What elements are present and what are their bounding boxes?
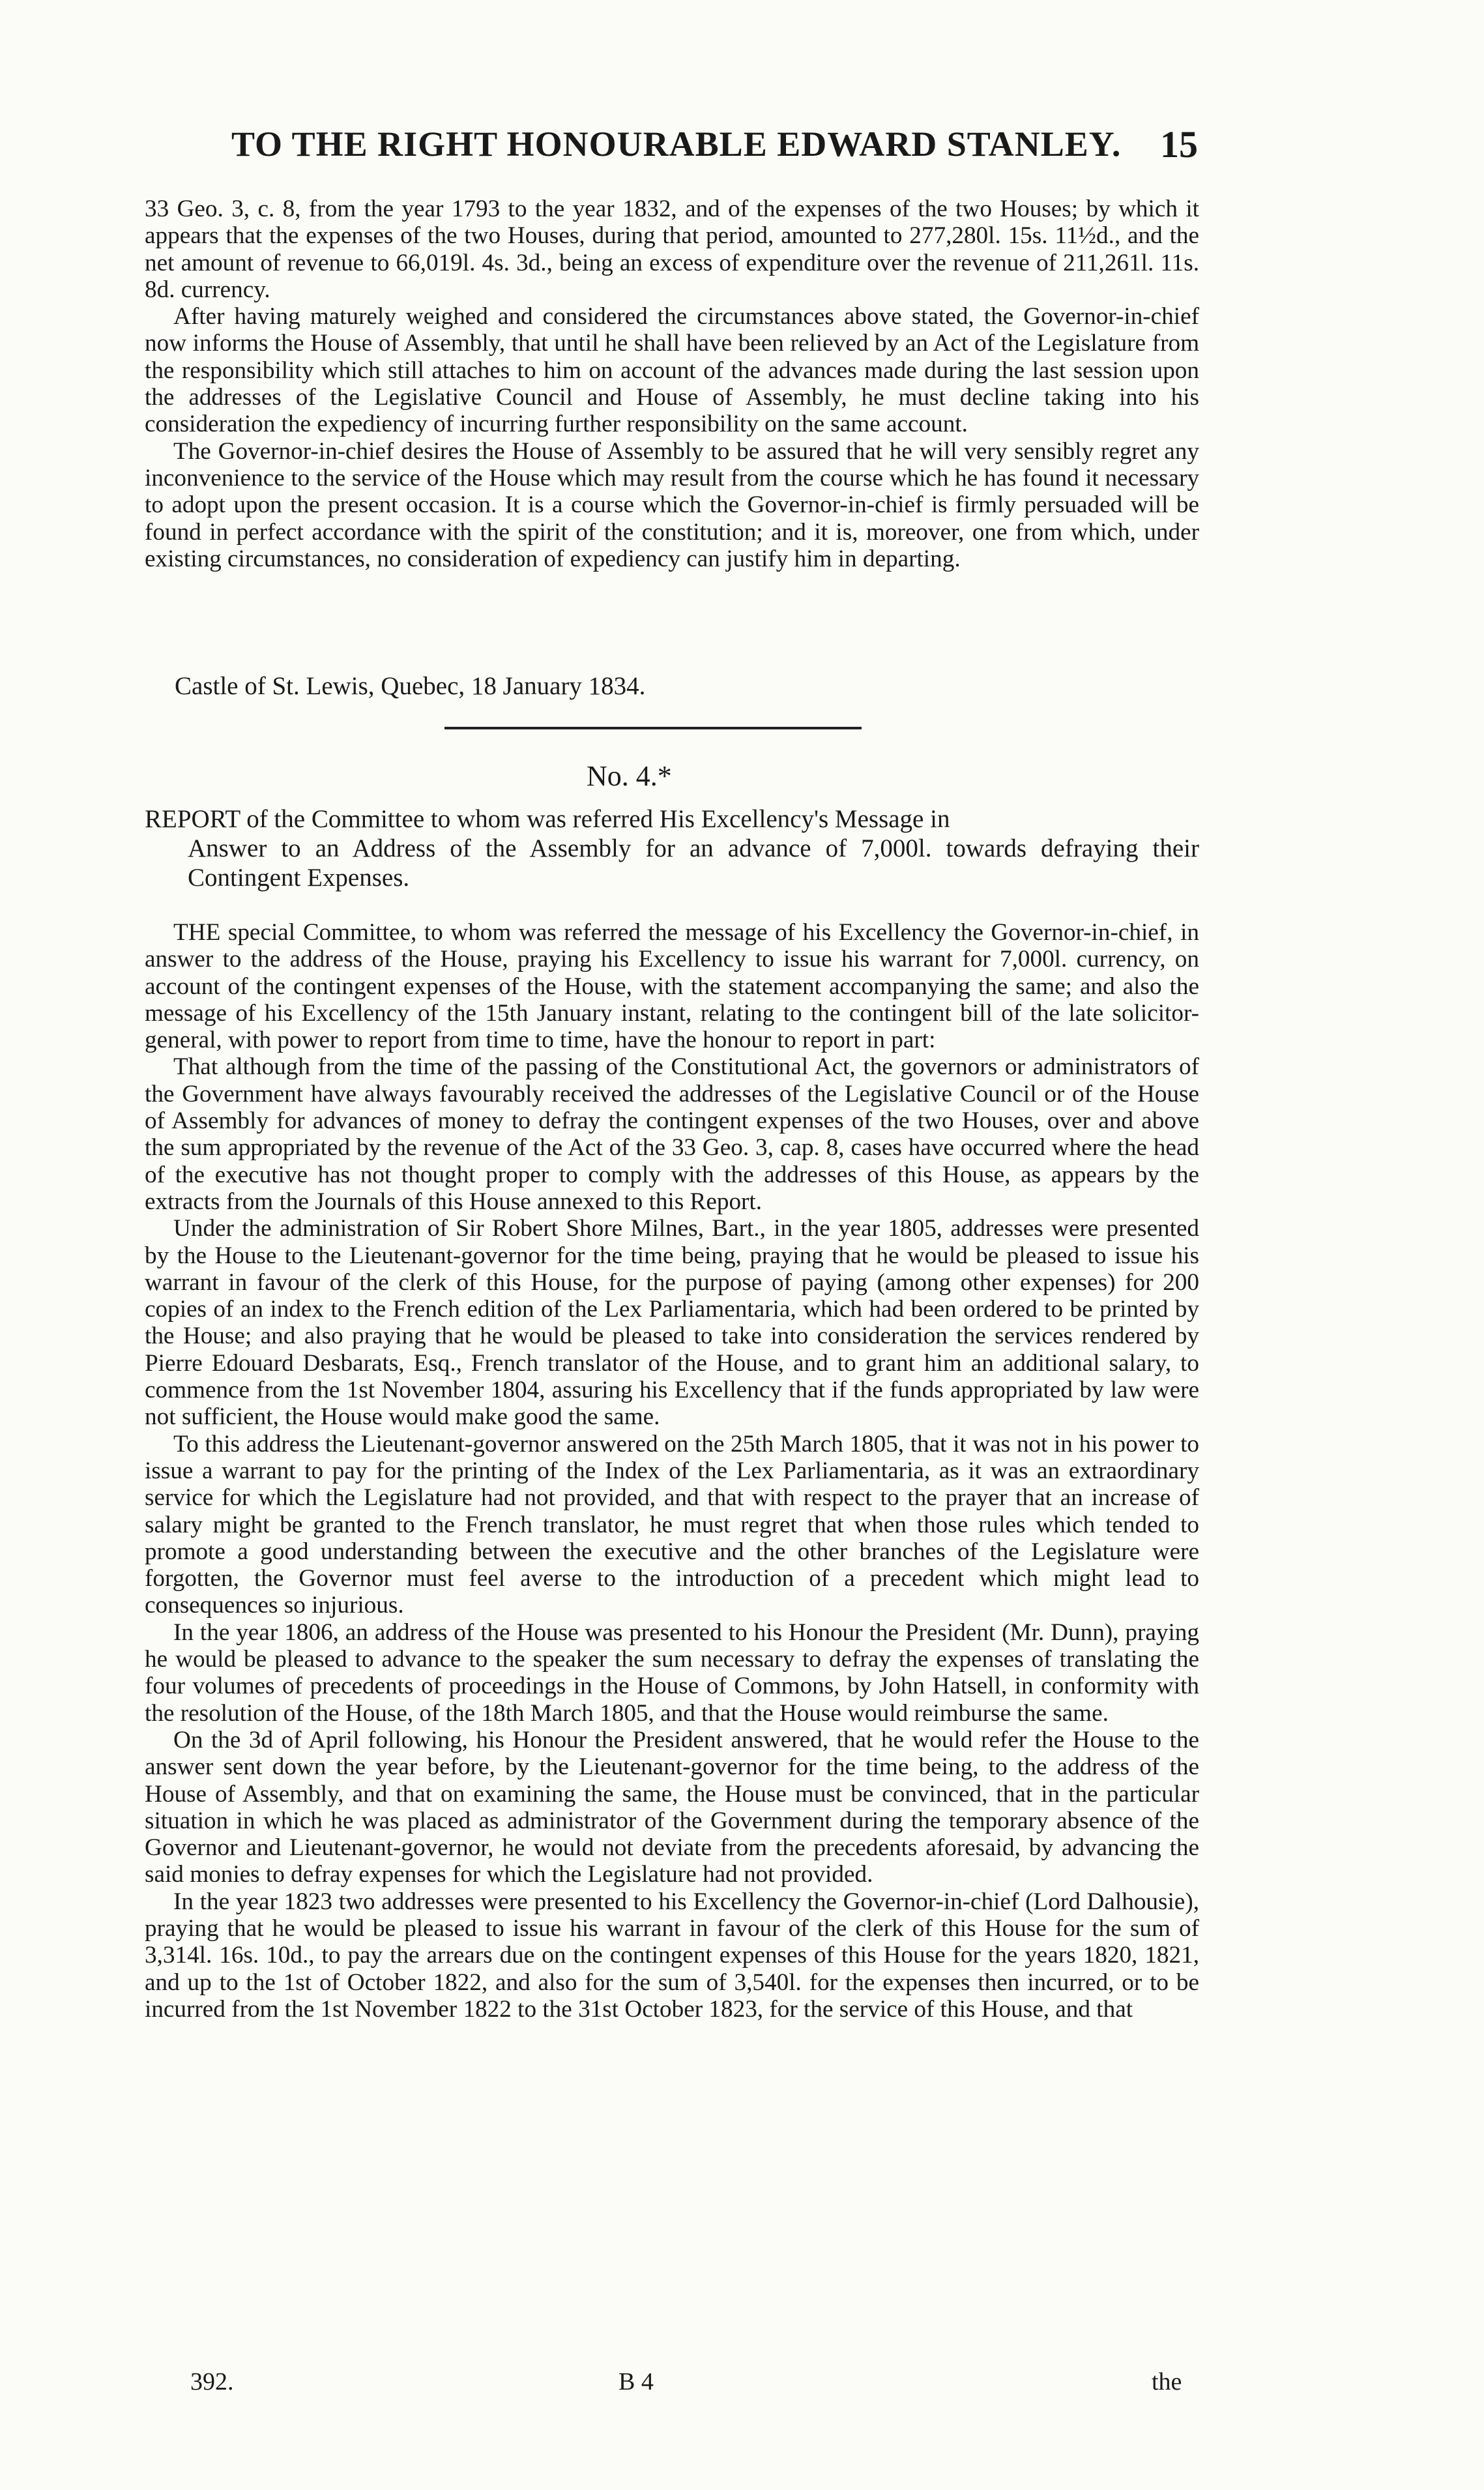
footer-number: 392. — [190, 2368, 234, 2395]
paragraph: THE special Committee, to whom was referred the message of his Excellency the Governor-in-chief, in answer to the address of the House, praying his Excellency to issue his warrant for 7,000l. currency, on account of the contingent expenses of the House, with the statement accompanying the same; and also the message of his Excellency of the 15th January instant, relating to the contingent bill of the late solicitor-general, with power to report from time to time, have the honour to report in part: — [145, 919, 1199, 1054]
paragraph: That although from the time of the passing of the Constitutional Act, the governors or administrators of the Government have always favourably received the addresses of the Legislative Council or of the House of Assembly for advances of money to defray the contingent expenses of the two Houses, over and above the sum appropriated by the revenue of the Act of the 33 Geo. 3, cap. 8, cases have occurred where the head of the executive has not thought proper to comply with the addresses of this House, as appears by the extracts from the Journals of this House annexed to this Report. — [145, 1053, 1199, 1215]
paragraph: In the year 1823 two addresses were presented to his Excellency the Governor-in-chief (Lord Dalhousie), praying that he would be pleased to issue his warrant in favour of the clerk of this House for the sum of 3,314l. 16s. 10d., to pay the arrears due on the contingent expenses of this House for the years 1820, 1821, and up to the 1st of October 1822, and also for the sum of 3,540l. for the expenses then incurred, or to be incurred from the 1st November 1822 to the 31st October 1823, for the service of this House, and that — [145, 1888, 1199, 2023]
running-header: TO THE RIGHT HONOURABLE EDWARD STANLEY. — [231, 124, 1122, 164]
report-heading-rest: Answer to an Address of the Assembly for an advance of 7,000l. towards defraying their Contingent Expenses. — [188, 834, 1199, 892]
report-body — [145, 919, 1199, 2023]
section-number: No. 4.* — [587, 760, 672, 792]
catchword: the — [1152, 2368, 1182, 2395]
report-heading — [145, 804, 1199, 892]
page-number: 15 — [1160, 123, 1198, 166]
paragraph: 33 Geo. 3, c. 8, from the year 1793 to the year 1832, and of the expenses of the two Houses; by which it appears that the expenses of the two Houses, during that period, amounted to 277,280l. 15s. 11½d., and the net amount of revenue to 66,019l. 4s. 3d., being an excess of expenditure over the revenue of 211,261l. 11s. 8d. currency. — [145, 196, 1199, 303]
paragraph: On the 3d of April following, his Honour the President answered, that he would refer the House to the answer sent down the year before, by the Lieutenant-governor for the time being, to the address of the House of Assembly, and that on examining the same, the House must be convinced, that in the particular situation in which he was placed as administrator of the Government during the temporary absence of the Governor and Lieutenant-governor, he would not deviate from the precedents aforesaid, by advancing the said monies to defray expenses for which the Legislature had not provided. — [145, 1726, 1199, 1888]
paragraph: The Governor-in-chief desires the House of Assembly to be assured that he will very sensibly regret any inconvenience to the service of the House which may result from the course which he has found it necessary to adopt upon the present occasion. It is a course which the Governor-in-chief is firmly persuaded will be found in perfect accordance with the spirit of the constitution; and it is, moreover, one from which, under existing circumstances, no consideration of expediency can justify him in departing. — [145, 437, 1199, 572]
top-text-block — [145, 196, 1199, 572]
paragraph: In the year 1806, an address of the House was presented to his Honour the President (Mr. Dunn), praying he would be pleased to advance to the speaker the sum necessary to defray the expenses of translating the four volumes of precedents of proceedings in the House of Commons, by John Hatsell, in conformity with the resolution of the House, of the 18th March 1805, and that the House would reimburse the same. — [145, 1618, 1199, 1727]
section-divider — [444, 727, 862, 729]
paragraph: After having maturely weighed and considered the circumstances above stated, the Governor-in-chief now informs the House of Assembly, that until he shall have been relieved by an Act of the Legislature from the responsibility which still attaches to him on account of the advances made during the last session upon the addresses of the Legislative Council and House of Assembly, he must decline taking into his consideration the expediency of incurring further responsibility on the same account. — [145, 303, 1199, 438]
paragraph: Under the administration of Sir Robert Shore Milnes, Bart., in the year 1805, addresses were presented by the House to the Lieutenant-governor for the time being, praying that he would be pleased to issue his warrant in favour of the clerk of this House, for the purpose of paying (among other expenses) for 200 copies of an index to the French edition of the Lex Parliamentaria, which had been ordered to be printed by the House; and also praying that he would be pleased to take into consideration the services rendered by Pierre Edouard Desbarats, Esq., French translator of the House, and to grant him an additional salary, to commence from the 1st November 1804, assuring his Excellency that if the funds appropriated by law were not sufficient, the House would make good the same. — [145, 1215, 1199, 1431]
date-line: Castle of St. Lewis, Quebec, 18 January 1834. — [175, 672, 646, 700]
paragraph: To this address the Lieutenant-governor answered on the 25th March 1805, that it was not in his power to issue a warrant to pay for the printing of the Index of the Lex Parliamentaria, as it was an extraordinary service for which the Legislature had not provided, and that with respect to the prayer that an increase of salary might be granted to the French translator, he must regret that when those rules which tended to promote a good understanding between the executive and the other branches of the Legislature were forgotten, the Governor must feel averse to the introduction of a precedent which might lead to consequences so injurious. — [145, 1430, 1199, 1619]
signature-mark: B 4 — [618, 2368, 654, 2395]
report-heading-line1: REPORT of the Committee to whom was referred His Excellency's Message in — [145, 805, 950, 833]
